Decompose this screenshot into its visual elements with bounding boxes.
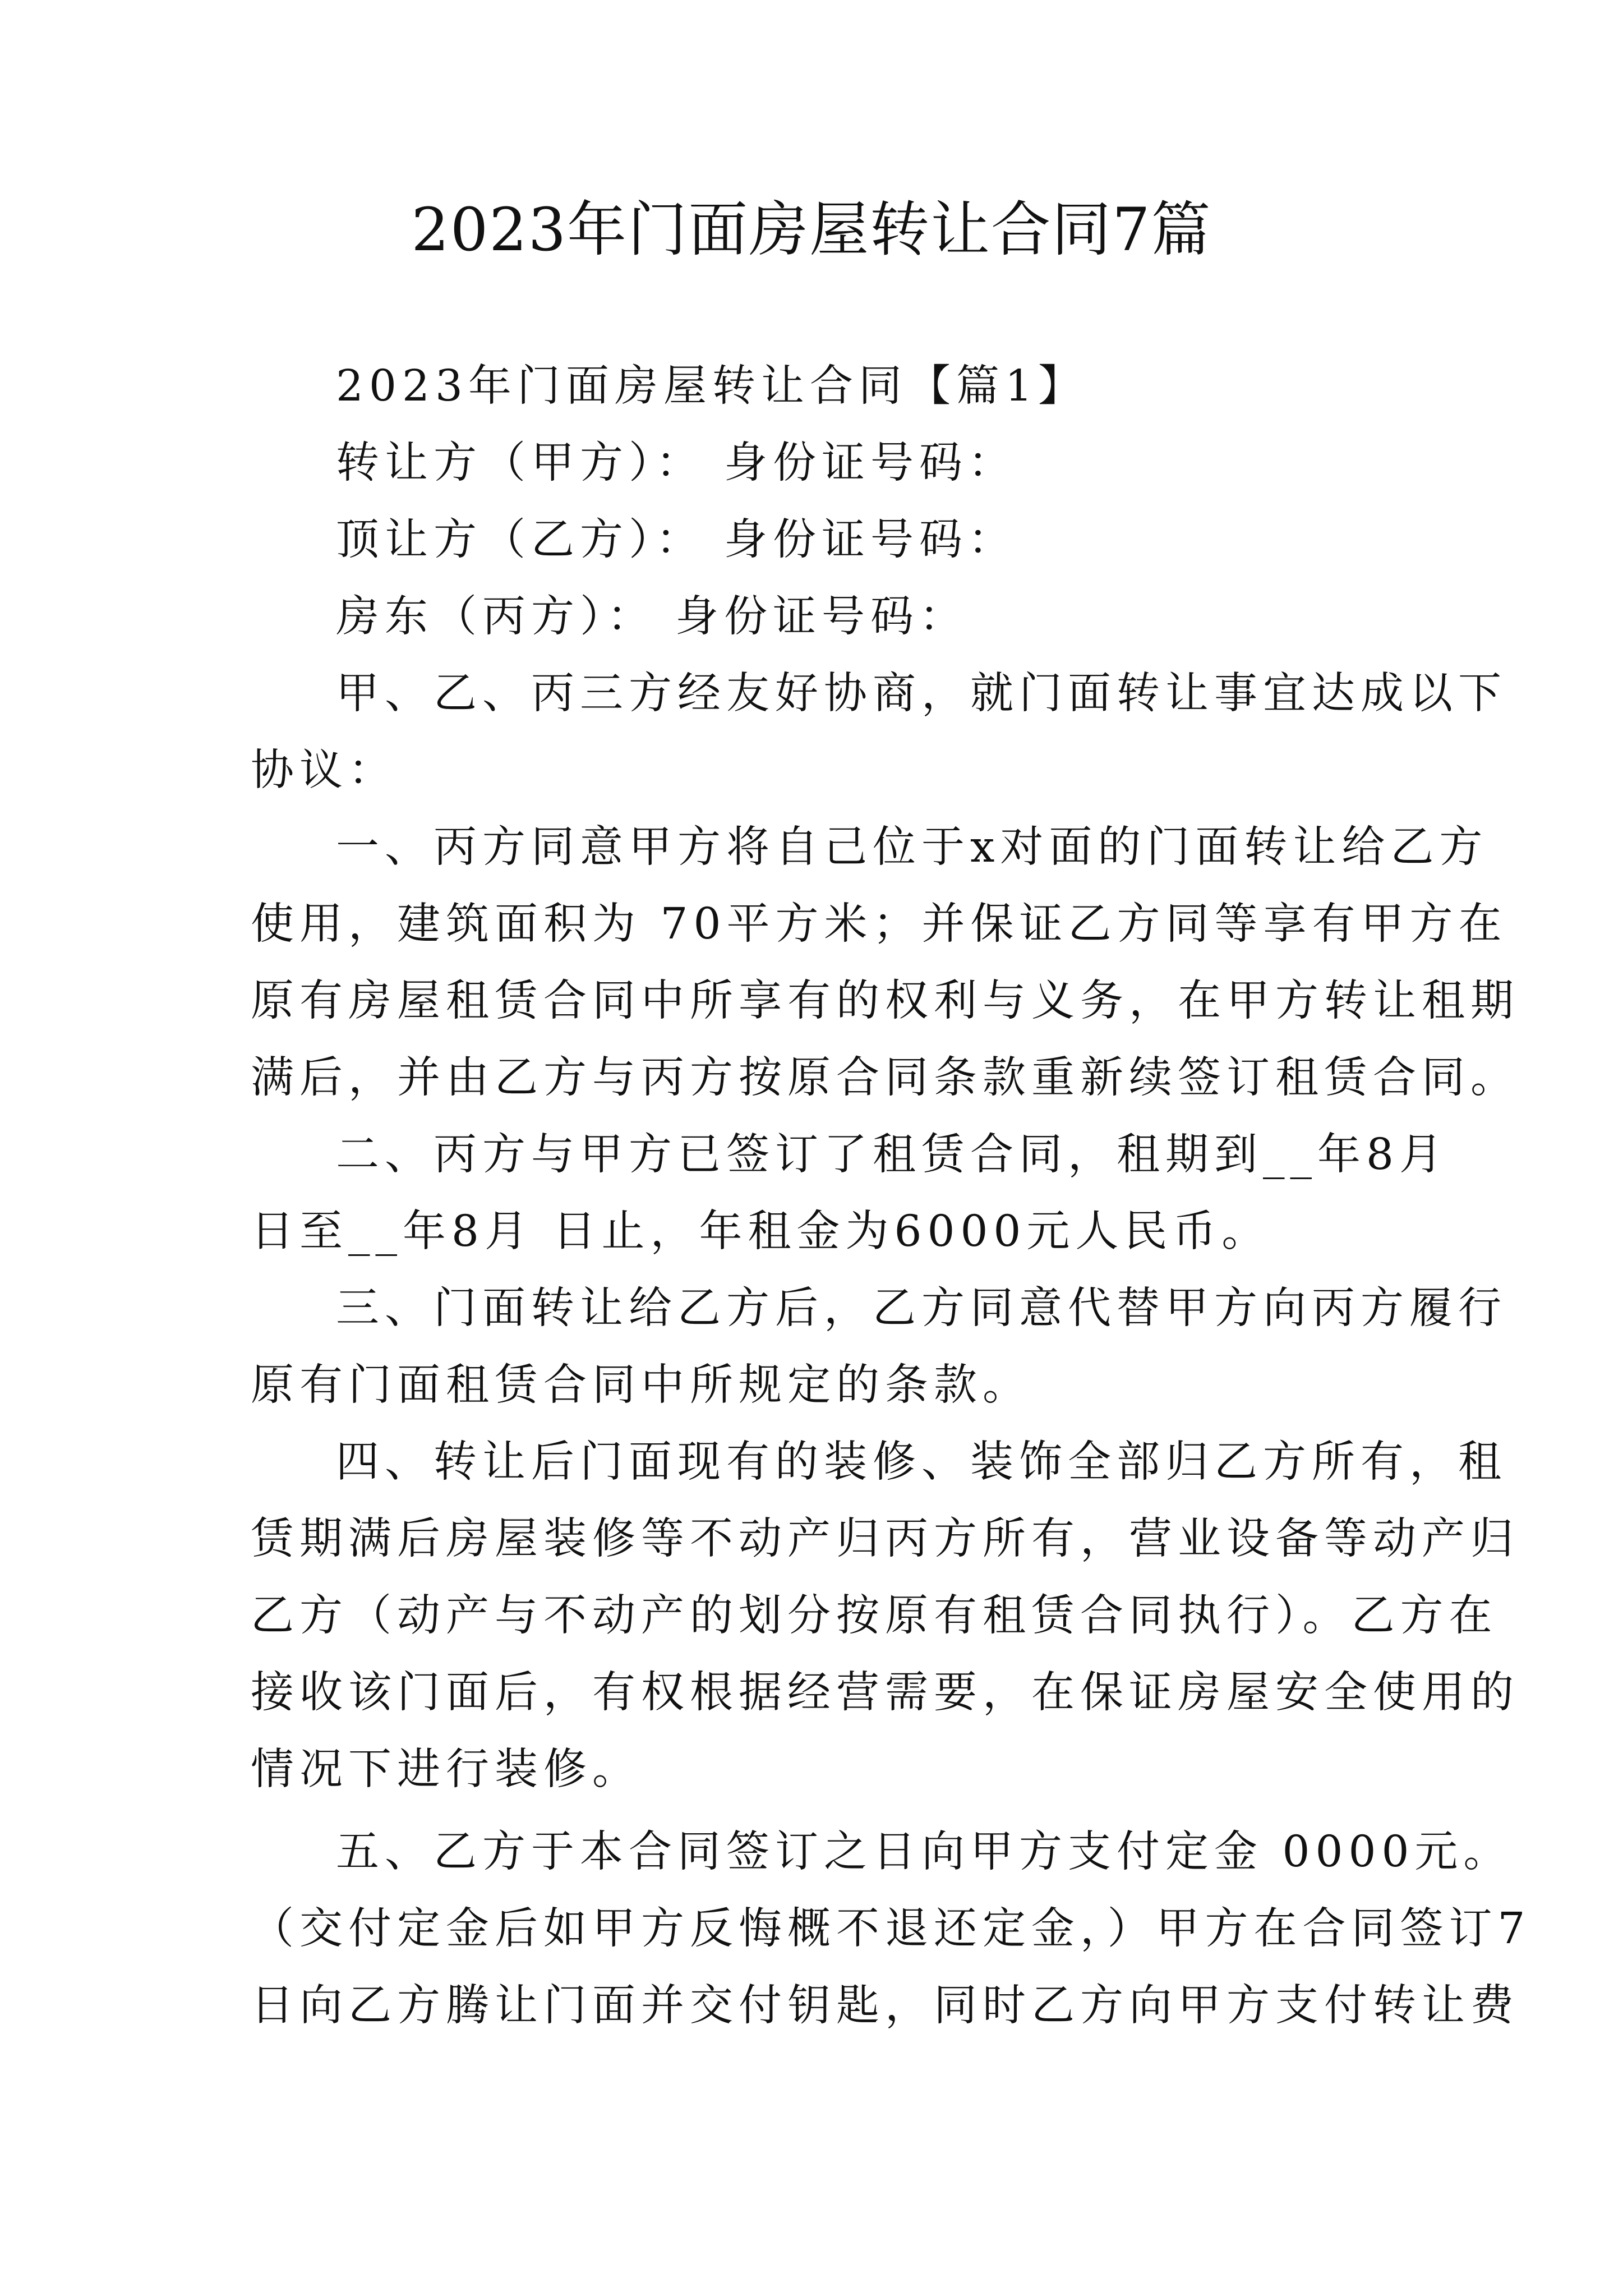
party-a-line: 转让方（甲方）： 身份证号码： [336,438,1017,488]
paragraph-line: 协议： [251,746,397,795]
clause-3-line: 原有门面租赁合同中所规定的条款。 [251,1360,1031,1410]
clause-1-line: 使用，建筑面积为 70平方米；并保证乙方同等享有甲方在 [251,899,1507,949]
clause-1-line: 一、丙方同意甲方将自己位于x对面的门面转让给乙方 [336,822,1488,872]
clause-1-line: 原有房屋租赁合同中所享有的权利与义务，在甲方转让租期 [251,976,1519,1026]
document-body [251,348,1531,2044]
clause-5-line: 五、乙方于本合同签订之日向甲方支付定金 0000元。 [336,1827,1513,1877]
document-title: 2023年门面房屋转让合同7篇 [411,195,1212,264]
party-c-line: 房东（丙方）： 身份证号码： [336,592,968,642]
clause-4-line: 乙方（动产与不动产的划分按原有租赁合同执行）。乙方在 [251,1591,1498,1641]
party-b-line: 顶让方（乙方）： 身份证号码： [336,515,1017,565]
clause-4-line: 接收该门面后，有权根据经营需要，在保证房屋安全使用的 [251,1668,1519,1718]
clause-2-line: 日至__年8月 日止，年租金为6000元人民币。 [251,1207,1271,1257]
clause-5-line: （交付定金后如甲方反悔概不退还定金，）甲方在合同签订7 [251,1904,1531,1954]
clause-4-line: 情况下进行装修。 [251,1745,641,1795]
clause-4-line: 四、转让后门面现有的装修、装饰全部归乙方所有，租 [336,1437,1507,1487]
clause-1-line: 满后，并由乙方与丙方按原合同条款重新续签订租赁合同。 [251,1053,1519,1103]
clause-5-line: 日向乙方腾让门面并交付钥匙，同时乙方向甲方支付转让费 [251,1981,1519,2031]
clause-3-line: 三、门面转让给乙方后，乙方同意代替甲方向丙方履行 [336,1283,1507,1333]
paragraph-line: 甲、乙、丙三方经友好协商，就门面转让事宜达成以下 [336,669,1507,719]
clause-2-line: 二、丙方与甲方已签订了租赁合同，租期到__年8月 [336,1130,1448,1180]
section-heading: 2023年门面房屋转让合同【篇1】 [336,361,1087,411]
clause-4-line: 赁期满后房屋装修等不动产归丙方所有，营业设备等动产归 [251,1514,1519,1564]
